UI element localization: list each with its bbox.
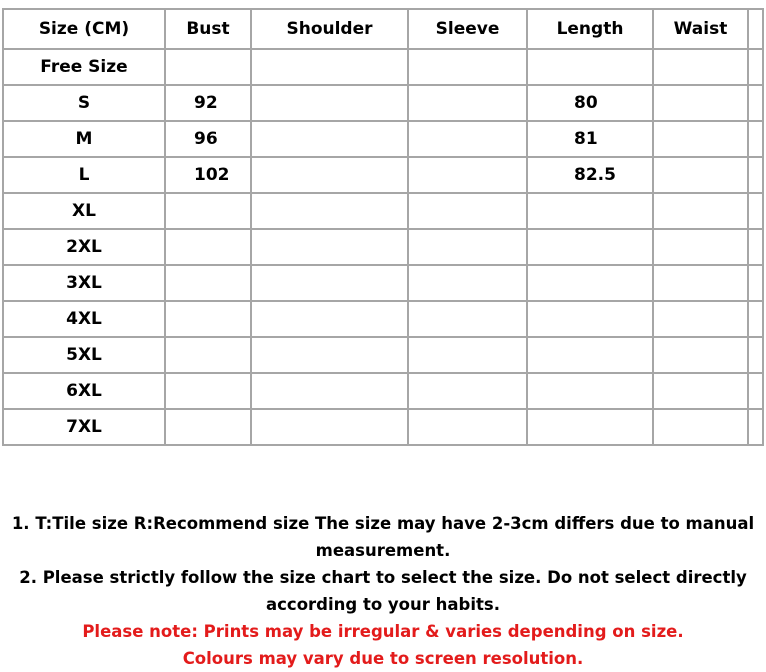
note-line-1: 1. T:Tile size R:Recommend size The size may have 2-3cm differs due to manual bbox=[11, 514, 755, 533]
cell-bust bbox=[165, 409, 251, 445]
table-row bbox=[3, 85, 763, 121]
cell-bust bbox=[165, 49, 251, 85]
cell-sleeve bbox=[408, 85, 527, 121]
cell-size: 2XL bbox=[3, 229, 165, 265]
header-sleeve: Sleeve bbox=[408, 9, 527, 49]
table-row bbox=[3, 337, 763, 373]
header-bust: Bust bbox=[165, 9, 251, 49]
cell-sleeve bbox=[408, 265, 527, 301]
cell-extra bbox=[748, 157, 763, 193]
header-length: Length bbox=[527, 9, 653, 49]
header-waist: Waist bbox=[653, 9, 748, 49]
cell-bust bbox=[165, 373, 251, 409]
cell-bust: 96 bbox=[165, 121, 251, 157]
table-row bbox=[3, 373, 763, 409]
cell-length bbox=[527, 409, 653, 445]
table-row bbox=[3, 229, 763, 265]
cell-extra bbox=[748, 49, 763, 85]
cell-size: M bbox=[3, 121, 165, 157]
cell-length: 82.5 bbox=[527, 157, 653, 193]
table-row bbox=[3, 265, 763, 301]
cell-waist bbox=[653, 157, 748, 193]
cell-bust bbox=[165, 193, 251, 229]
cell-size: L bbox=[3, 157, 165, 193]
cell-extra bbox=[748, 229, 763, 265]
cell-sleeve bbox=[408, 157, 527, 193]
table-header-row bbox=[3, 9, 763, 49]
cell-bust bbox=[165, 229, 251, 265]
cell-size: 5XL bbox=[3, 337, 165, 373]
cell-shoulder bbox=[251, 85, 408, 121]
cell-length bbox=[527, 337, 653, 373]
cell-sleeve bbox=[408, 193, 527, 229]
cell-shoulder bbox=[251, 193, 408, 229]
note-line-2-continued: according to your habits. bbox=[266, 595, 500, 614]
header-extra bbox=[748, 9, 763, 49]
cell-sleeve bbox=[408, 301, 527, 337]
size-notes bbox=[0, 510, 766, 672]
table-row bbox=[3, 193, 763, 229]
cell-shoulder bbox=[251, 229, 408, 265]
cell-length bbox=[527, 373, 653, 409]
cell-extra bbox=[748, 193, 763, 229]
cell-size: Free Size bbox=[3, 49, 165, 85]
cell-bust: 92 bbox=[165, 85, 251, 121]
cell-length: 80 bbox=[527, 85, 653, 121]
warning-colours: Colours may vary due to screen resolution. bbox=[182, 649, 584, 668]
cell-sleeve bbox=[408, 121, 527, 157]
cell-extra bbox=[748, 373, 763, 409]
cell-extra bbox=[748, 301, 763, 337]
cell-size: 6XL bbox=[3, 373, 165, 409]
cell-sleeve bbox=[408, 229, 527, 265]
cell-shoulder bbox=[251, 265, 408, 301]
cell-size: 4XL bbox=[3, 301, 165, 337]
cell-sleeve bbox=[408, 49, 527, 85]
cell-extra bbox=[748, 85, 763, 121]
cell-size: 7XL bbox=[3, 409, 165, 445]
cell-bust bbox=[165, 301, 251, 337]
cell-waist bbox=[653, 409, 748, 445]
cell-waist bbox=[653, 229, 748, 265]
cell-sleeve bbox=[408, 373, 527, 409]
cell-bust: 102 bbox=[165, 157, 251, 193]
cell-sleeve bbox=[408, 409, 527, 445]
note-line-2: 2. Please strictly follow the size chart to select the size. Do not select directly bbox=[19, 568, 747, 587]
cell-waist bbox=[653, 121, 748, 157]
cell-size: S bbox=[3, 85, 165, 121]
cell-size: XL bbox=[3, 193, 165, 229]
cell-shoulder bbox=[251, 301, 408, 337]
cell-extra bbox=[748, 337, 763, 373]
cell-extra bbox=[748, 121, 763, 157]
cell-waist bbox=[653, 301, 748, 337]
cell-sleeve bbox=[408, 337, 527, 373]
size-chart-table bbox=[2, 8, 764, 446]
cell-shoulder bbox=[251, 49, 408, 85]
cell-waist bbox=[653, 373, 748, 409]
cell-waist bbox=[653, 193, 748, 229]
cell-length: 81 bbox=[527, 121, 653, 157]
cell-waist bbox=[653, 85, 748, 121]
table-row bbox=[3, 157, 763, 193]
cell-length bbox=[527, 193, 653, 229]
header-shoulder: Shoulder bbox=[251, 9, 408, 49]
cell-length bbox=[527, 265, 653, 301]
note-line-1-continued: measurement. bbox=[315, 541, 451, 560]
table-row bbox=[3, 301, 763, 337]
cell-shoulder bbox=[251, 337, 408, 373]
cell-extra bbox=[748, 409, 763, 445]
cell-extra bbox=[748, 265, 763, 301]
header-size: Size (CM) bbox=[3, 9, 165, 49]
table-row bbox=[3, 49, 763, 85]
cell-bust bbox=[165, 265, 251, 301]
cell-size: 3XL bbox=[3, 265, 165, 301]
cell-waist bbox=[653, 49, 748, 85]
warning-prints: Please note: Prints may be irregular & varies depending on size. bbox=[82, 622, 684, 641]
table-row bbox=[3, 121, 763, 157]
cell-shoulder bbox=[251, 121, 408, 157]
cell-shoulder bbox=[251, 157, 408, 193]
cell-length bbox=[527, 301, 653, 337]
cell-bust bbox=[165, 337, 251, 373]
cell-length bbox=[527, 229, 653, 265]
cell-length bbox=[527, 49, 653, 85]
cell-shoulder bbox=[251, 409, 408, 445]
table-row bbox=[3, 409, 763, 445]
cell-waist bbox=[653, 265, 748, 301]
size-chart-body bbox=[3, 9, 763, 445]
cell-waist bbox=[653, 337, 748, 373]
cell-shoulder bbox=[251, 373, 408, 409]
